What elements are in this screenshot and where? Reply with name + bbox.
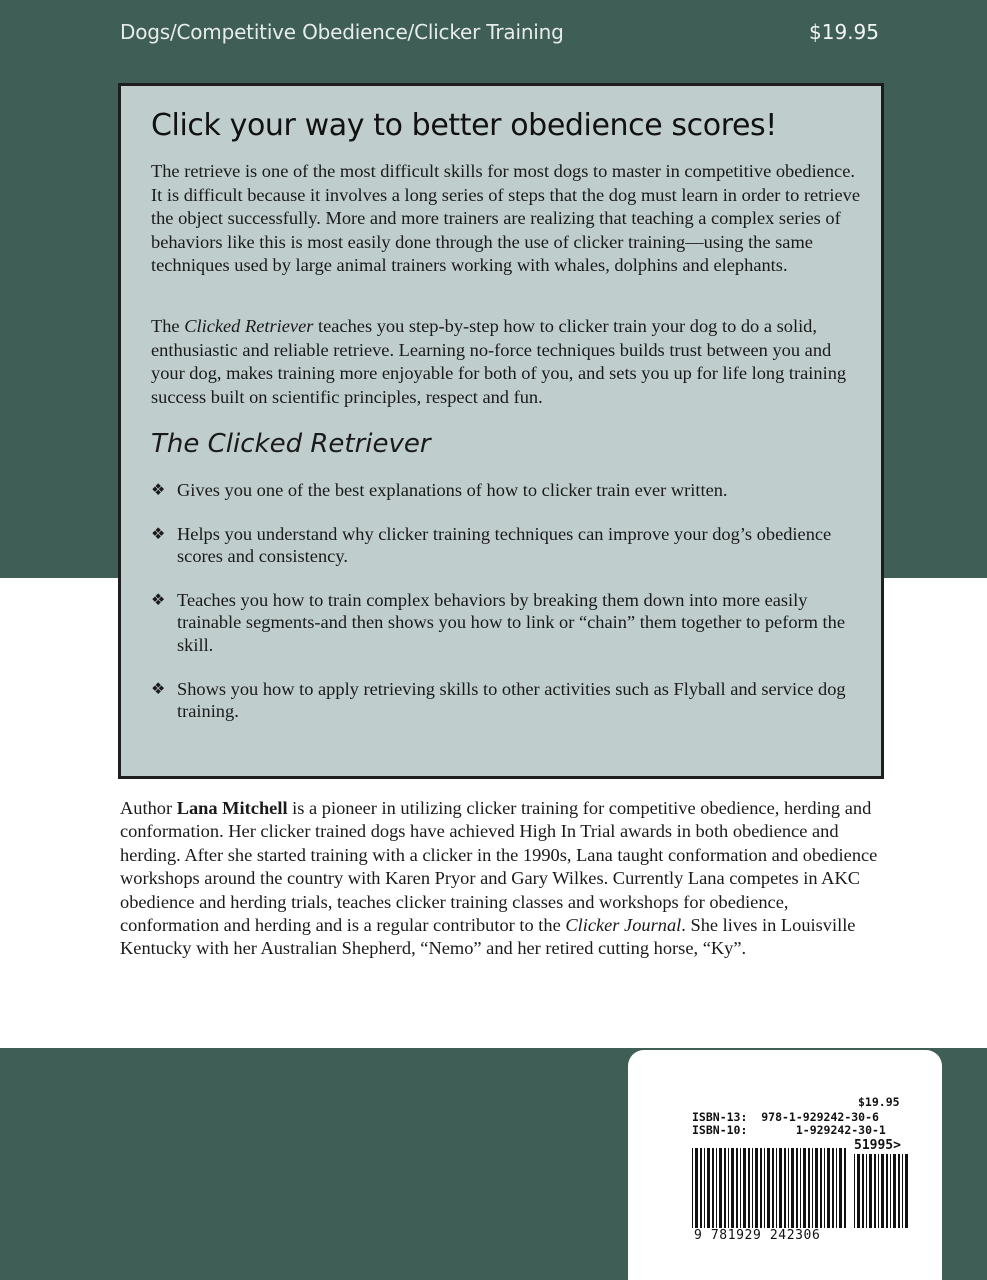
barcode-bar — [776, 1148, 777, 1228]
barcode-label — [628, 1050, 942, 1280]
journal-title: Clicker Journal — [565, 915, 682, 936]
barcode-bar — [874, 1154, 876, 1228]
barcode-bar — [881, 1154, 884, 1228]
barcode-bar — [724, 1148, 726, 1228]
barcode-bar — [898, 1154, 900, 1228]
barcode-bar — [731, 1148, 734, 1228]
isbn-10: ISBN-10: 1-929242-30-1 — [692, 1123, 886, 1137]
feature-text: Gives you one of the best explanations of how to clicker train ever written. — [177, 480, 728, 500]
cover-price: $19.95 — [809, 20, 879, 44]
barcode-bar — [824, 1148, 825, 1228]
barcode-bar — [695, 1148, 698, 1228]
author-bio-text-1: is a pioneer in utilizing clicker training for competitive obedience, herding and conformation. Her clicker trained dogs have achieved High In Trial awards in both obedience and herding. After she started training with a clicker in the 1990s, Lana taught conformation and obedience workshops around the country with Karen Pryor and Gary Wilkes. Currently Lana competes in AKC obedience and herding trials, teaches clicker training classes and workshops for obedience, conformation and herding and is a regular contributor to the — [120, 798, 878, 936]
feature-list — [151, 479, 866, 744]
barcode-bar — [815, 1148, 818, 1228]
barcode-bar — [740, 1148, 741, 1228]
barcode-bar — [812, 1148, 813, 1228]
description-panel — [118, 83, 884, 779]
barcode-bar — [866, 1154, 867, 1228]
barcode-bar — [784, 1148, 786, 1228]
para2-prefix: The — [151, 316, 185, 336]
barcode-bar — [808, 1148, 810, 1228]
author-lead: Author — [120, 798, 177, 818]
feature-text: Shows you how to apply retrieving skills to other activities such as Flyball and service dog training. — [177, 678, 846, 722]
barcode-bar — [791, 1148, 794, 1228]
diamond-bullet-icon: ❖ — [151, 678, 166, 698]
author-name: Lana Mitchell — [176, 798, 288, 818]
barcode-digits: 9 781929 242306 — [694, 1228, 821, 1243]
barcode-bar — [700, 1148, 702, 1228]
para2-rest: teaches you step-by-step how to clicker train your dog to do a solid, enthusiastic and reliable retrieve. Learning no-force techniques builds trust between you and your dog, makes training more enjoyable for both of you, and sets you up for life long training success built on scientific principles, respect and fun. — [151, 316, 847, 407]
barcode-price: $19.95 — [858, 1095, 900, 1109]
book-title-inline: Clicked Retriever — [184, 316, 314, 336]
feature-item — [151, 589, 866, 657]
isbn-13: ISBN-13: 978-1-929242-30-6 — [692, 1110, 879, 1124]
barcode-bar — [800, 1148, 801, 1228]
barcode-bar — [902, 1154, 903, 1228]
barcode-bar — [796, 1148, 798, 1228]
barcode-bar — [878, 1154, 879, 1228]
barcode-bar — [755, 1148, 758, 1228]
barcode-bar — [788, 1148, 789, 1228]
barcode-bar — [748, 1148, 750, 1228]
barcode-bar — [760, 1148, 762, 1228]
barcode-bar — [869, 1154, 872, 1228]
barcode-bar — [692, 1148, 693, 1228]
barcode-bar — [719, 1148, 722, 1228]
barcode-bar — [886, 1154, 888, 1228]
diamond-bullet-icon: ❖ — [151, 589, 166, 609]
barcode-bar — [743, 1148, 746, 1228]
barcode-bar — [752, 1148, 753, 1228]
barcode-bar — [803, 1148, 806, 1228]
barcode-bar — [716, 1148, 717, 1228]
category-text: Dogs/Competitive Obedience/Clicker Training — [120, 20, 564, 44]
description-paragraph-2 — [151, 315, 866, 409]
barcode-bar — [839, 1148, 842, 1228]
feature-text: Helps you understand why clicker training techniques can improve your dog’s obedience scores and consistency. — [177, 523, 832, 567]
author-bio-text-2: . She lives in Louisville Kentucky with her Australian Shepherd, “Nemo” and her retired cutting horse, “Ky”. — [120, 915, 856, 959]
barcode-bar — [836, 1148, 837, 1228]
barcode-bar — [857, 1154, 860, 1228]
barcode-bar — [779, 1148, 782, 1228]
barcode-bar — [844, 1148, 846, 1228]
price-code: 51995> — [854, 1138, 901, 1153]
barcode-supplement — [854, 1154, 910, 1228]
barcode-bar — [712, 1148, 714, 1228]
description-paragraph-1: The retrieve is one of the most difficult skills for most dogs to master in competitive obedience. It is difficult because it involves a long series of steps that the dog must learn in order to retrieve the object successfully. More and more trainers are realizing that teaching a complex series of behaviors like this is most easily done through the use of clicker training—using the same techniques used by large animal trainers working with whales, dolphins and elephants. — [151, 161, 861, 276]
diamond-bullet-icon: ❖ — [151, 480, 166, 499]
barcode-bar — [728, 1148, 729, 1228]
feature-item — [151, 523, 866, 568]
barcode-bar — [862, 1154, 864, 1228]
barcode-bar — [890, 1154, 891, 1228]
barcode-bar — [893, 1154, 896, 1228]
feature-item — [151, 479, 866, 502]
barcode-main — [692, 1148, 852, 1228]
barcode-bar — [854, 1154, 855, 1228]
feature-item — [151, 678, 866, 723]
barcode-bar — [820, 1148, 822, 1228]
barcode-bar — [832, 1148, 834, 1228]
barcode-bar — [704, 1148, 705, 1228]
author-bio — [120, 797, 880, 961]
barcode-bar — [827, 1148, 830, 1228]
book-title-subhead: The Clicked Retriever — [151, 429, 431, 459]
barcode-bar — [764, 1148, 765, 1228]
barcode-bar — [905, 1154, 908, 1228]
barcode-bar — [707, 1148, 710, 1228]
barcode-bar — [736, 1148, 738, 1228]
barcode-bar — [767, 1148, 770, 1228]
headline: Click your way to better obedience scores! — [151, 108, 777, 143]
diamond-bullet-icon: ❖ — [151, 523, 166, 543]
feature-text: Teaches you how to train complex behaviors by breaking them down into more easily trainable segments-and then shows you how to link or “chain” them together to peform the skill. — [177, 589, 846, 655]
barcode-bar — [772, 1148, 774, 1228]
